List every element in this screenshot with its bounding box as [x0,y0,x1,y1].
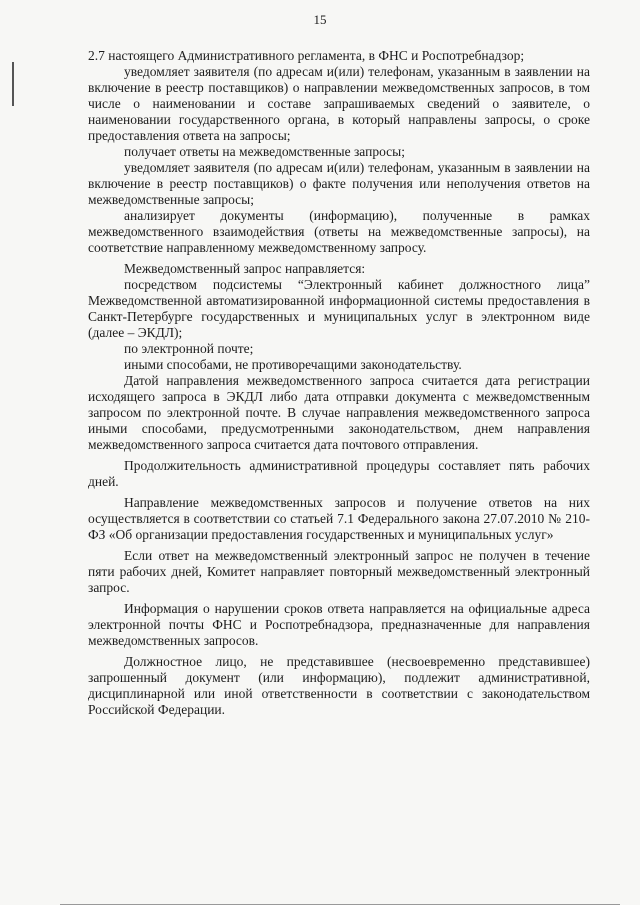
paragraph: Межведомственный запрос направляется: [124,261,366,276]
paragraph: по электронной почте; [124,341,254,356]
paragraph: Датой направления межведомственного запроса считается дата регистрации исходящего запроса в ЭКДЛ либо дата отправки документа с межведомственным запросом по электронной почте. В случае направления межведомственного запроса иными способами, предусмотренными законодательством, днем направления межведомственного запроса считается дата почтового отправления. [88,373,590,452]
paragraph: Информация о нарушении сроков ответа направляется на официальные адреса электронной почты ФНС и Роспотребнадзора, предназначенные для направления межведомственных запросов. [88,601,590,648]
paragraph: 2.7 настоящего Административного регламента, в ФНС и Роспотребнадзор; [88,48,525,63]
paragraph: уведомляет заявителя (по адресам и(или) телефонам, указанным в заявлении на включение в реестр поставщиков) о факте получения или неполучения ответов на межведомственные запросы; [88,160,590,207]
page-number: 15 [313,12,327,27]
paragraph: Направление межведомственных запросов и получение ответов на них осуществляется в соответствии со статьей 7.1 Федерального закона 27.07.2010 № 210-ФЗ «Об организации предоставления государственных и муниципальных услуг» [88,495,590,542]
paragraph: уведомляет заявителя (по адресам и(или) телефонам, указанным в заявлении на включение в реестр поставщиков) о направлении межведомственных запросов, в том числе о наименовании и составе запрашиваемых сведений о заявителе, о наименовании государственного органа, в который направлены запросы, о сроке предоставления ответа на запросы; [88,64,590,143]
paragraph: получает ответы на межведомственные запросы; [124,144,405,159]
paragraph: Если ответ на межведомственный электронный запрос не получен в течение пяти рабочих дней, Комитет направляет повторный межведомственный электронный запрос. [88,548,590,595]
paragraph: иными способами, не противоречащими законодательству. [124,357,462,372]
paragraph: Продолжительность административной процедуры составляет пять рабочих дней. [88,458,590,489]
paragraph: анализирует документы (информацию), полученные в рамках межведомственного взаимодействия (ответы на межведомственные запросы), на соответствие направленному межведомственному запросу. [88,208,590,255]
paragraph: Должностное лицо, не представившее (несвоевременно представившее) запрошенный документ (или информацию), подлежит административной, дисциплинарной или иной ответственности в соответствии с законодательством Российской Федерации. [88,654,590,717]
paragraph: посредством подсистемы “Электронный кабинет должностного лица” Межведомственной автоматизированной информационной системы предоставления в Санкт-Петербурге государственных и муниципальных услуг в электронном виде (далее – ЭКДЛ); [88,277,590,340]
document-body [88,48,590,718]
margin-mark [12,62,14,106]
